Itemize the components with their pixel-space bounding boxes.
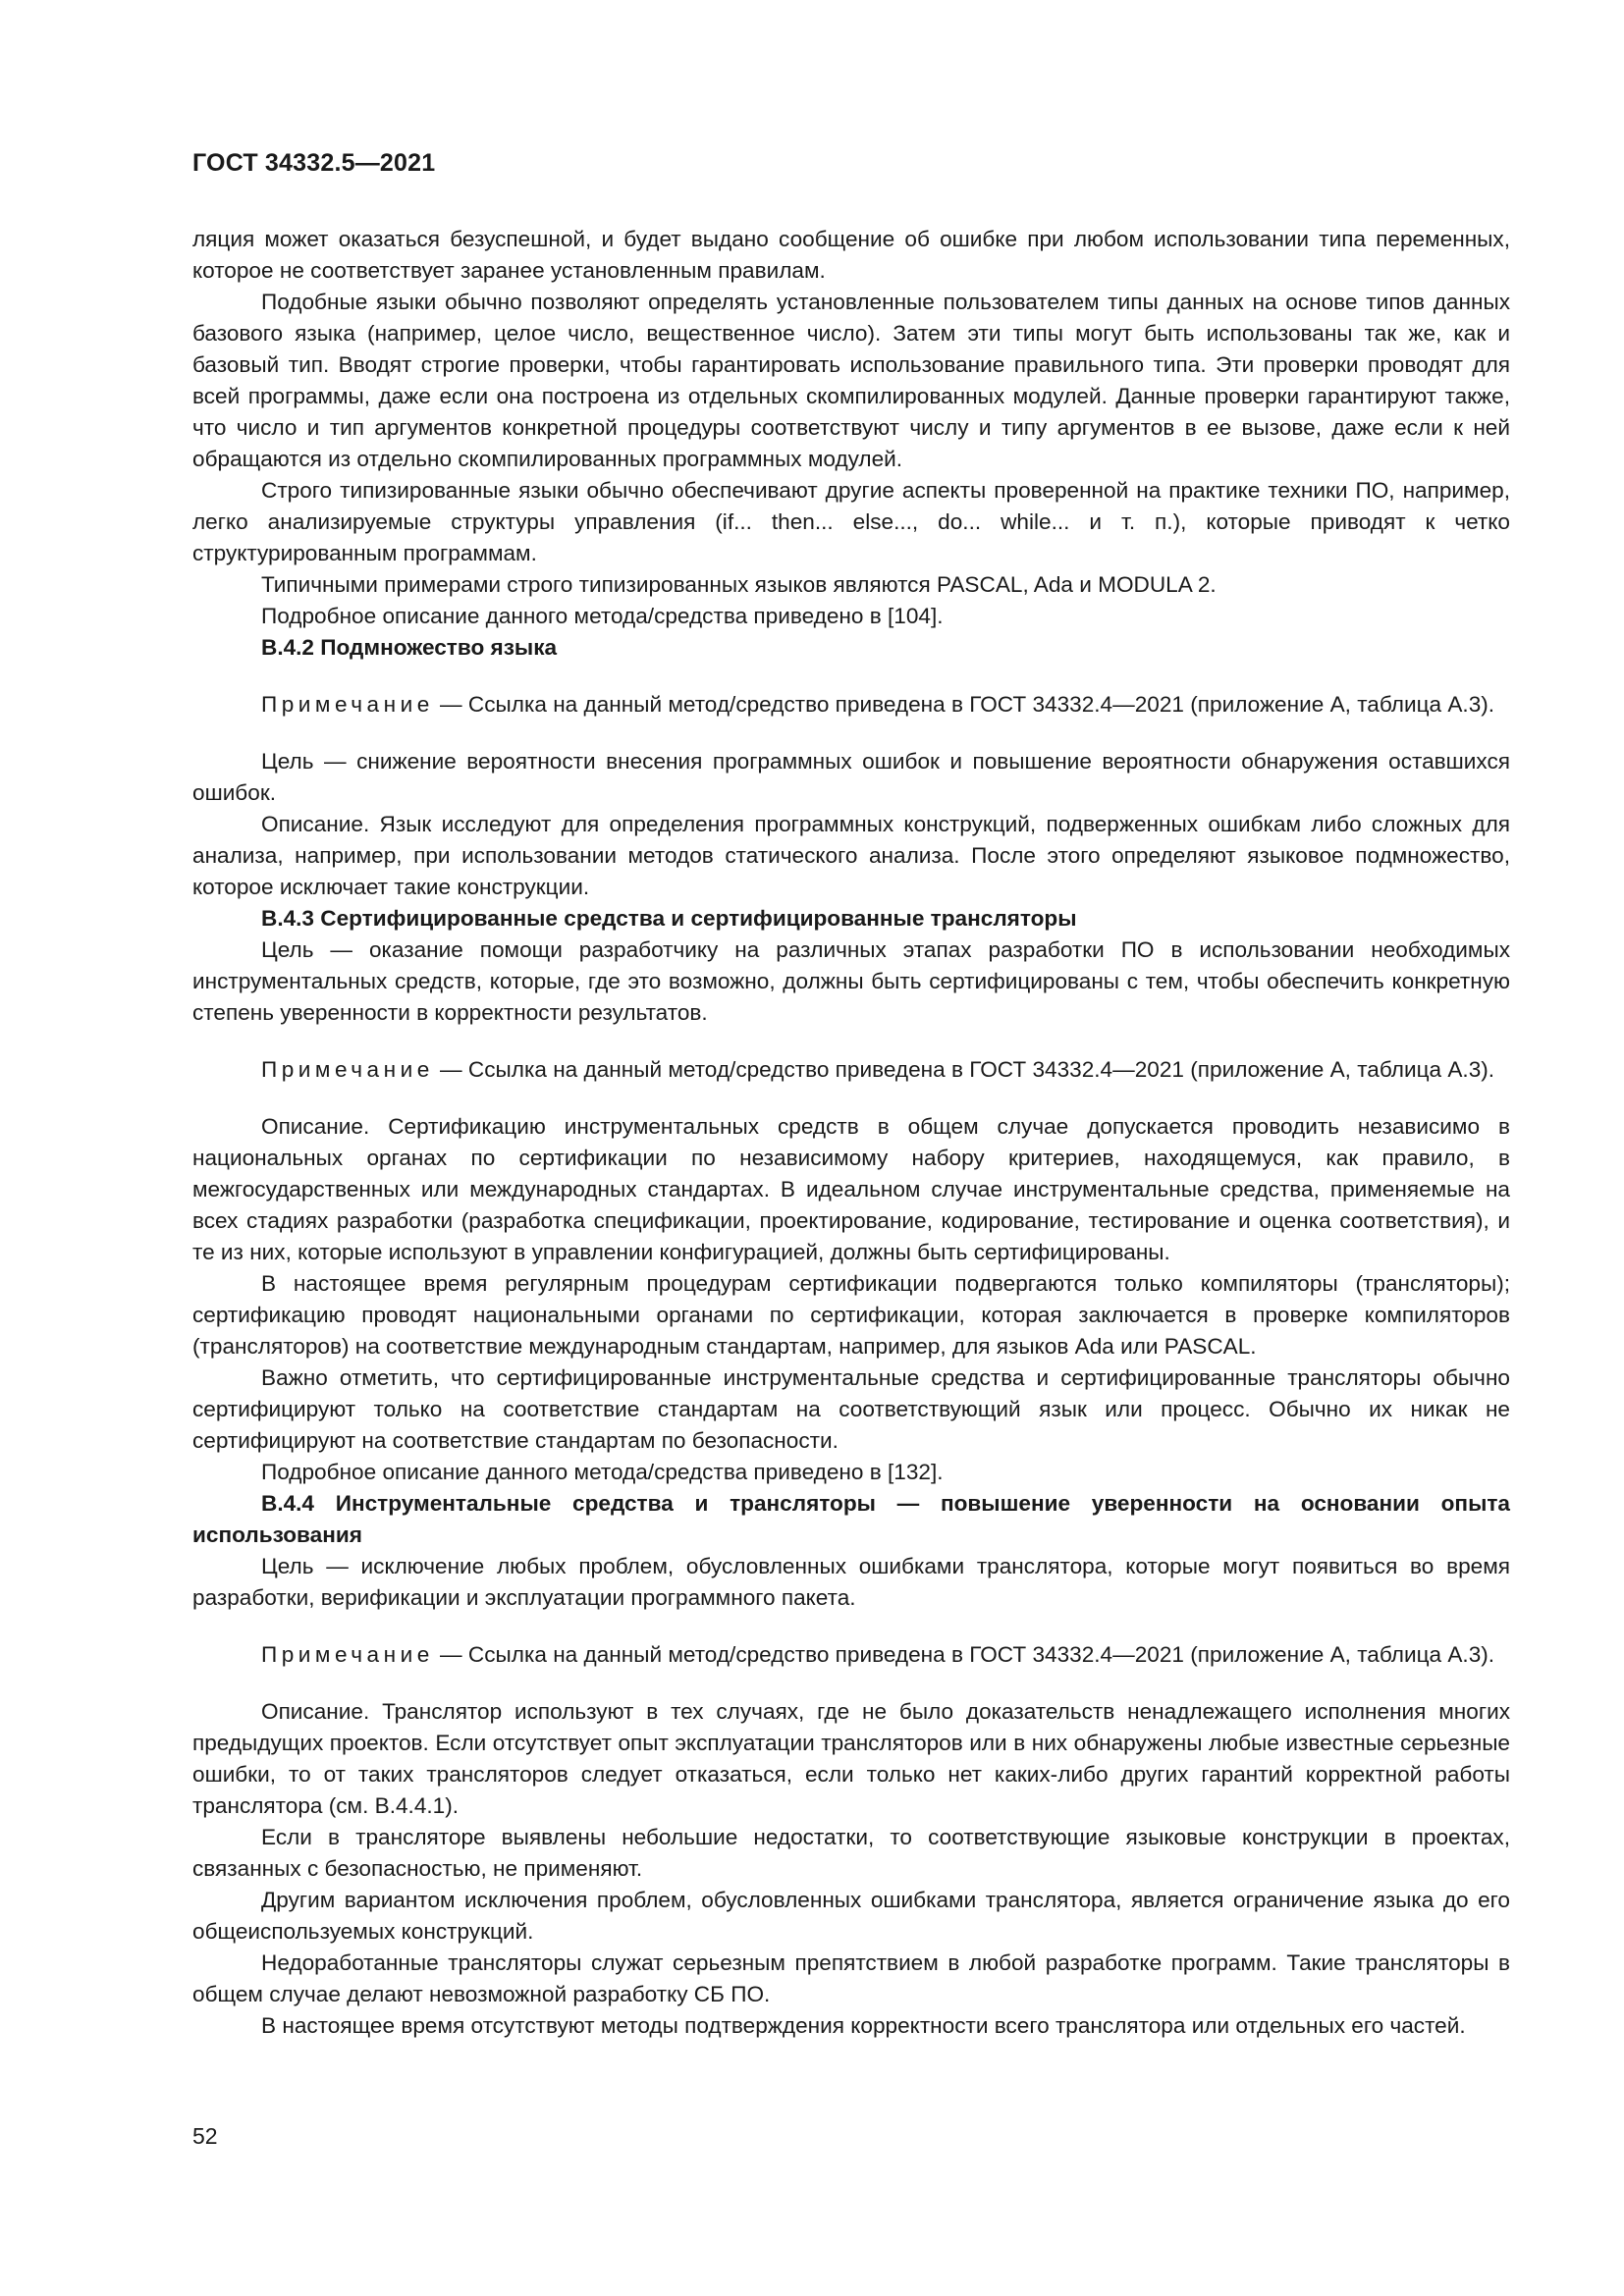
paragraph: В настоящее время регулярным процедурам сертификации подвергаются только компиляторы (трансляторы); сертификацию проводят национальными органами по сертификации, которая заключается в проверке компиляторов (трансляторов) на соответствие международным стандартам, например, для языков Ada или PASCAL. [192, 1271, 1510, 1359]
note [192, 1054, 1510, 1086]
paragraph: ляция может оказаться безуспешной, и будет выдано сообщение об ошибке при любом использовании типа переменных, которое не соответствует заранее установленным правилам. [192, 227, 1510, 283]
document-header: ГОСТ 34332.5—2021 [192, 149, 436, 177]
note-label: Примечание [261, 1057, 434, 1082]
paragraph: В настоящее время отсутствуют методы подтверждения корректности всего транслятора или отдельных его частей. [261, 2013, 1466, 2038]
paragraph: Типичными примерами строго типизированных языков являются PASCAL, Ada и MODULA 2. [261, 572, 1217, 597]
paragraph: Подробное описание данного метода/средства приведено в [132]. [261, 1460, 944, 1484]
note-label: Примечание [261, 692, 434, 717]
paragraph: Другим вариантом исключения проблем, обусловленных ошибками транслятора, является ограничение языка до его общеиспользуемых конструкций. [192, 1888, 1510, 1944]
paragraph: Недоработанные трансляторы служат серьезным препятствием в любой разработке программ. Такие трансляторы в общем случае делают невозможной разработку СБ ПО. [192, 1950, 1510, 2006]
section-heading: В.4.4 Инструментальные средства и трансляторы — повышение уверенности на основании опыта использования [192, 1491, 1510, 1547]
note-text: — Ссылка на данный метод/средство приведена в ГОСТ 34332.4—2021 (приложение А, таблица А.3). [433, 1642, 1495, 1667]
section-heading: В.4.3 Сертифицированные средства и сертифицированные трансляторы [261, 906, 1077, 931]
note-text: — Ссылка на данный метод/средство приведена в ГОСТ 34332.4—2021 (приложение А, таблица А.3). [433, 692, 1495, 717]
page-number: 52 [192, 2123, 218, 2149]
paragraph: Если в трансляторе выявлены небольшие недостатки, то соответствующие языковые конструкции в проектах, связанных с безопасностью, не применяют. [192, 1825, 1510, 1881]
note [192, 689, 1510, 721]
paragraph: Подробное описание данного метода/средства приведено в [104]. [261, 604, 944, 628]
paragraph: Описание. Язык исследуют для определения программных конструкций, подверженных ошибкам либо сложных для анализа, например, при использовании методов статического анализа. После этого определяют языковое подмножество, которое исключает такие конструкции. [192, 812, 1510, 899]
paragraph: Описание. Транслятор используют в тех случаях, где не было доказательств ненадлежащего исполнения многих предыдущих проектов. Если отсутствует опыт эксплуатации трансляторов или в них обнаружены любые известные серьезные ошибки, то от таких трансляторов следует отказаться, если только нет каких-либо других гарантий корректной работы транслятора (см. В.4.4.1). [192, 1699, 1510, 1818]
paragraph: Цель — снижение вероятности внесения программных ошибок и повышение вероятности обнаружения оставшихся ошибок. [192, 749, 1510, 805]
paragraph: Цель — оказание помощи разработчику на различных этапах разработки ПО в использовании необходимых инструментальных средств, которые, где это возможно, должны быть сертифицированы с тем, чтобы обеспечить конкретную степень уверенности в корректности результатов. [192, 937, 1510, 1025]
section-heading: В.4.2 Подмножество языка [261, 635, 558, 660]
paragraph: Важно отметить, что сертифицированные инструментальные средства и сертифицированные трансляторы обычно сертифицируют только на соответствие стандартам на соответствующий язык или процесс. Обычно их никак не сертифицируют на соответствие стандартам по безопасности. [192, 1365, 1510, 1453]
document-body [192, 224, 1510, 2042]
note-label: Примечание [261, 1642, 434, 1667]
note [192, 1639, 1510, 1671]
paragraph: Подобные языки обычно позволяют определять установленные пользователем типы данных на основе типов данных базового языка (например, целое число, вещественное число). Затем эти типы могут быть использованы так же, как и базовый тип. Вводят строгие проверки, чтобы гарантировать использование правильного типа. Эти проверки проводят для всей программы, даже если она построена из отдельных скомпилированных модулей. Данные проверки гарантируют также, что число и тип аргументов конкретной процедуры соответствуют числу и типу аргументов в ее вызове, даже если к ней обращаются из отдельно скомпилированных программных модулей. [192, 290, 1510, 471]
note-text: — Ссылка на данный метод/средство приведена в ГОСТ 34332.4—2021 (приложение А, таблица А.3). [433, 1057, 1495, 1082]
paragraph: Строго типизированные языки обычно обеспечивают другие аспекты проверенной на практике техники ПО, например, легко анализируемые структуры управления (if... then... else..., do... while... и т. п.), которые приводят к четко структурированным программам. [192, 478, 1510, 565]
paragraph: Описание. Сертификацию инструментальных средств в общем случае допускается проводить независимо в национальных органах по сертификации по независимому набору критериев, находящемуся, как правило, в межгосударственных или международных стандартах. В идеальном случае инструментальные средства, применяемые на всех стадиях разработки (разработка спецификации, проектирование, кодирование, тестирование и оценка соответствия), и те из них, которые используют в управлении конфигурацией, должны быть сертифицированы. [192, 1114, 1510, 1264]
paragraph: Цель — исключение любых проблем, обусловленных ошибками транслятора, которые могут появиться во время разработки, верификации и эксплуатации программного пакета. [192, 1554, 1510, 1610]
